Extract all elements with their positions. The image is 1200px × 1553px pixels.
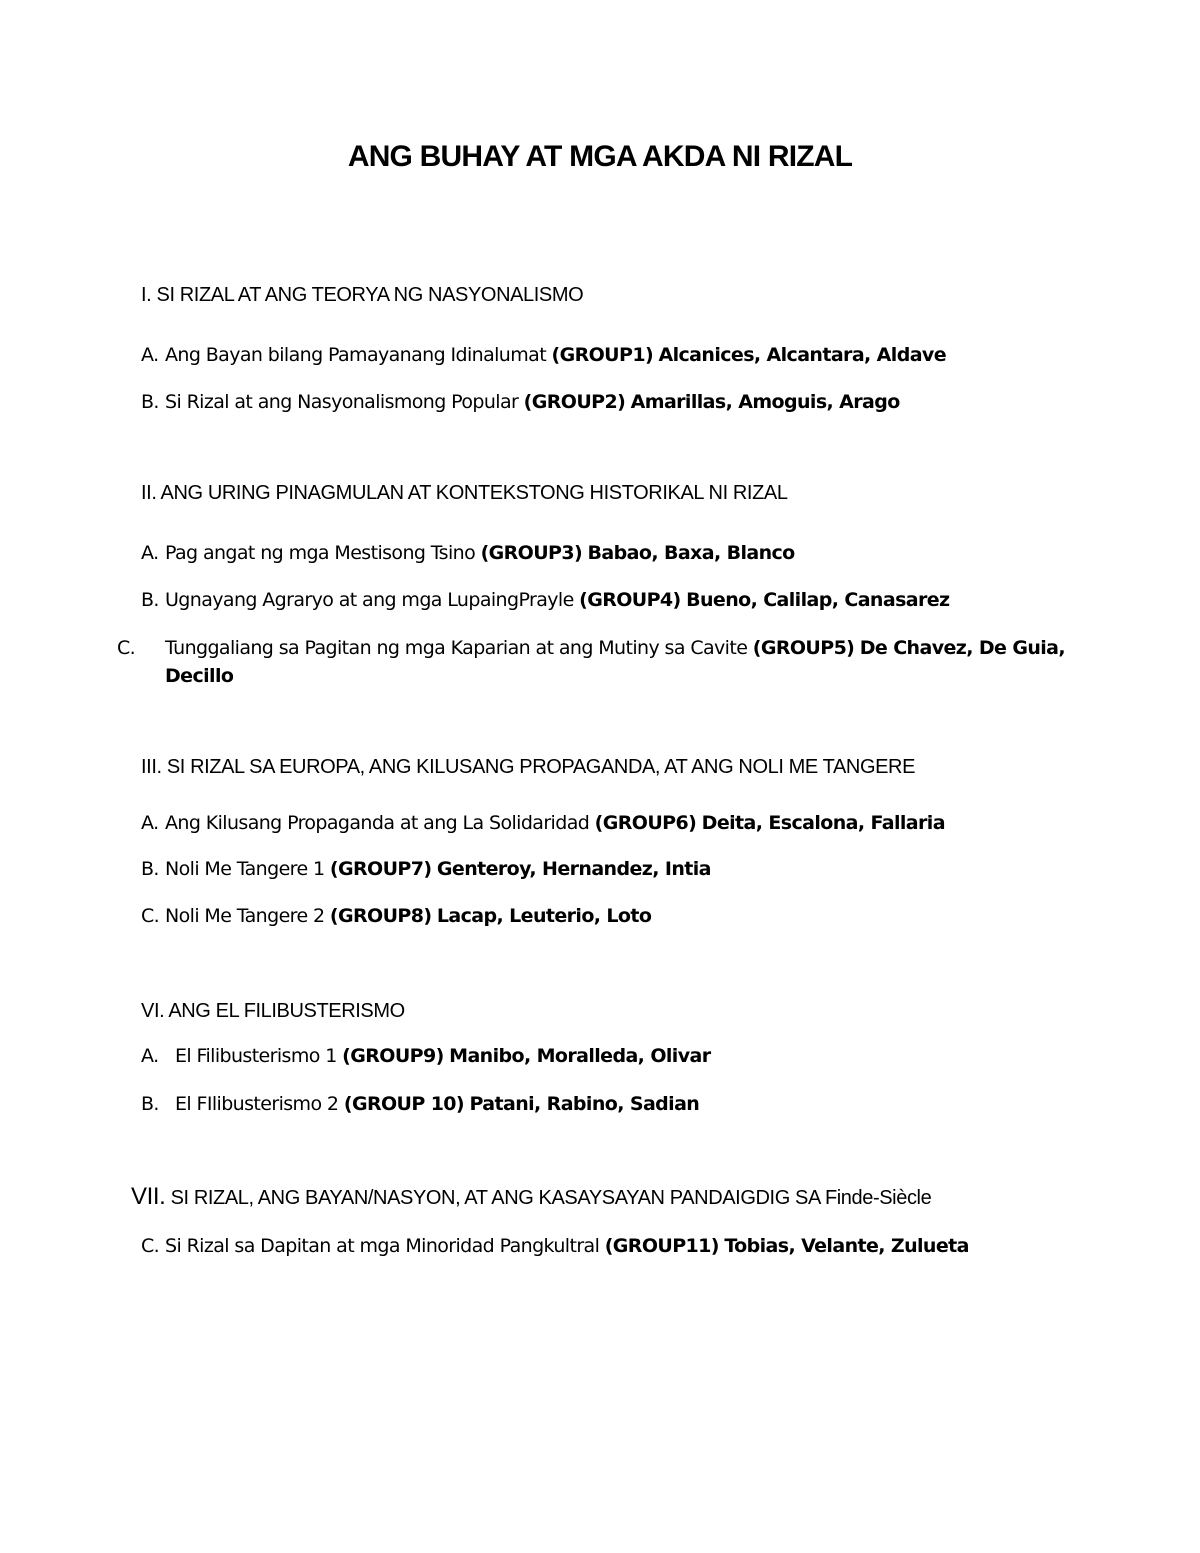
- section-heading: [141, 756, 915, 779]
- section-title: SI RIZAL AT ANG TEORYA NG NASYONALISMO: [156, 284, 584, 306]
- item-group: (GROUP2): [523, 391, 626, 413]
- item-topic: Ugnayang Agraryo at ang mga LupaingPrayle: [165, 589, 574, 611]
- item-letter: B.: [141, 391, 159, 413]
- section-number: III.: [141, 756, 162, 778]
- list-item: [141, 586, 950, 614]
- item-members: Lacap, Leuterio, Loto: [436, 905, 652, 927]
- item-topic: Si Rizal sa Dapitan at mga Minoridad Pangkultral: [165, 1235, 600, 1257]
- section-title: ANG URING PINAGMULAN AT KONTEKSTONG HISTORIKAL NI RIZAL: [160, 482, 788, 504]
- item-members: Tobias, Velante, Zulueta: [724, 1235, 969, 1257]
- item-members: Patani, Rabino, Sadian: [469, 1093, 700, 1115]
- item-topic: Ang Kilusang Propaganda at ang La Solidaridad: [165, 812, 590, 834]
- item-letter: B.: [141, 858, 159, 880]
- item-topic: Pag angat ng mga Mestisong Tsino: [165, 542, 476, 564]
- document-title: ANG BUHAY AT MGA AKDA NI RIZAL: [347, 140, 853, 173]
- section-heading: [141, 284, 583, 307]
- item-topic: Noli Me Tangere 2: [165, 905, 325, 927]
- item-topic: Noli Me Tangere 1: [165, 858, 325, 880]
- item-members: Manibo, Moralleda, Olivar: [449, 1045, 711, 1067]
- item-members: De Chavez, De Guia, Decillo: [165, 637, 1066, 687]
- item-letter: B.: [141, 589, 159, 611]
- item-group: (GROUP1): [551, 344, 654, 366]
- list-item: [117, 634, 1066, 690]
- item-letter: C.: [141, 905, 160, 927]
- list-item: [141, 539, 795, 567]
- item-group: (GROUP5): [752, 637, 855, 659]
- item-letter: A.: [141, 542, 159, 564]
- item-group: (GROUP3): [480, 542, 583, 564]
- item-group: (GROUP7): [329, 858, 432, 880]
- item-letter: A.: [141, 1045, 159, 1067]
- item-letter: A.: [141, 344, 159, 366]
- item-members: Bueno, Calilap, Canasarez: [686, 589, 950, 611]
- list-item: [141, 1090, 699, 1118]
- item-letter: C.: [117, 637, 136, 659]
- item-letter: B.: [141, 1093, 159, 1115]
- section-title: SI RIZAL, ANG BAYAN/NASYON, AT ANG KASAYSAYAN PANDAIGDIG SA Finde-Siècle: [170, 1187, 932, 1209]
- section-number: VI.: [141, 1000, 165, 1022]
- section-number: II.: [141, 482, 157, 504]
- list-item: [141, 1232, 969, 1260]
- item-topic: El Filibusterismo 1: [175, 1045, 337, 1067]
- item-members: Alcanices, Alcantara, Aldave: [658, 344, 946, 366]
- item-members: Babao, Baxa, Blanco: [587, 542, 795, 564]
- section-number: VII.: [131, 1183, 166, 1210]
- item-members: Amarillas, Amoguis, Arago: [630, 391, 900, 413]
- item-group: (GROUP 10): [343, 1093, 465, 1115]
- item-group: (GROUP4): [579, 589, 681, 611]
- list-item: [141, 1042, 710, 1070]
- item-letter: A.: [141, 812, 159, 834]
- item-topic: Si Rizal at ang Nasyonalismong Popular: [165, 391, 519, 413]
- section-heading: [131, 1183, 931, 1211]
- item-topic: Tunggaliang sa Pagitan ng mga Kaparian at ang Mutiny sa Cavite: [165, 637, 748, 659]
- item-topic: Ang Bayan bilang Pamayanang Idinalumat: [165, 344, 547, 366]
- list-item: [141, 809, 945, 837]
- section-number: I.: [141, 284, 152, 306]
- list-item: [141, 341, 946, 369]
- item-group: (GROUP9): [342, 1045, 444, 1067]
- list-item: [141, 902, 651, 930]
- section-heading: [141, 1000, 405, 1023]
- item-group: (GROUP8): [329, 905, 432, 927]
- section-heading: [141, 482, 788, 505]
- section-title: SI RIZAL SA EUROPA, ANG KILUSANG PROPAGANDA, AT ANG NOLI ME TANGERE: [166, 756, 916, 778]
- item-members: Deita, Escalona, Fallaria: [701, 812, 945, 834]
- item-letter: C.: [141, 1235, 160, 1257]
- section-title: ANG EL FILIBUSTERISMO: [168, 1000, 405, 1022]
- list-item: [141, 855, 711, 883]
- item-topic: El FIlibusterismo 2: [175, 1093, 339, 1115]
- item-members: Genteroy, Hernandez, Intia: [436, 858, 711, 880]
- item-group: (GROUP11): [604, 1235, 719, 1257]
- item-group: (GROUP6): [594, 812, 697, 834]
- list-item: [141, 388, 900, 416]
